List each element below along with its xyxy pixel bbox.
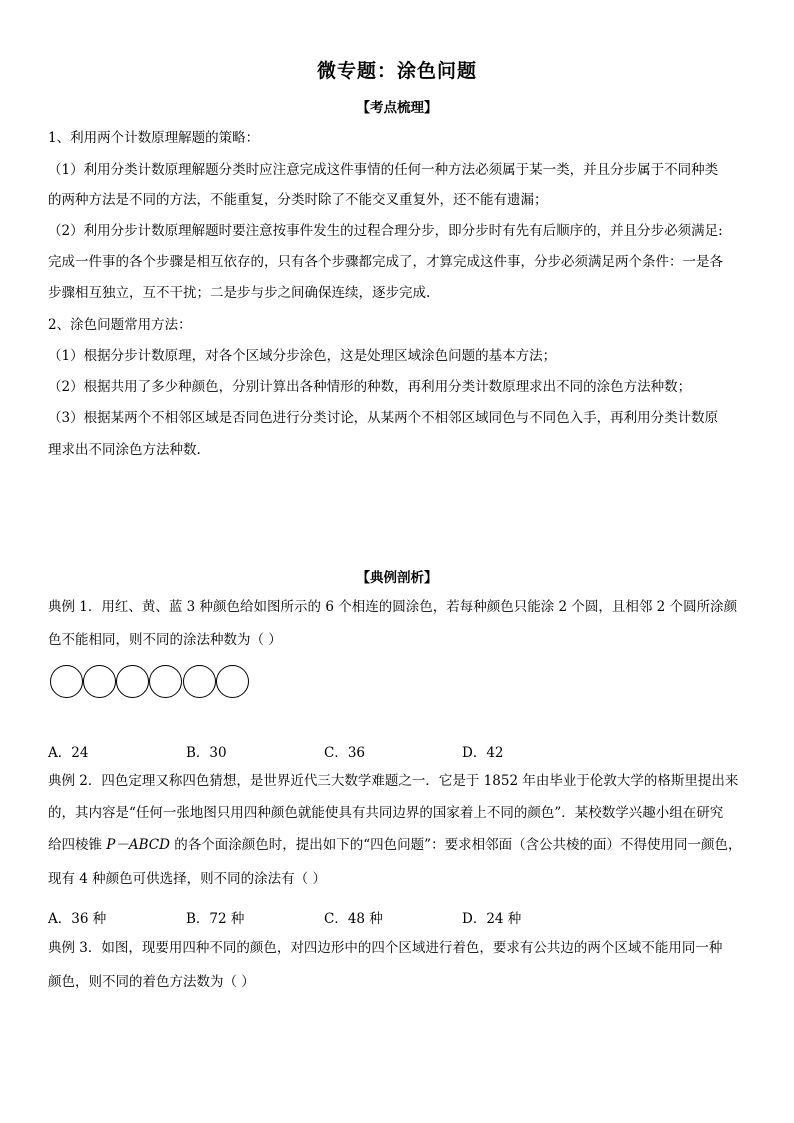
circle-shape <box>149 665 182 698</box>
paragraph-line: 1、利用两个计数原理解题的策略： <box>48 130 260 146</box>
circle-shape <box>50 665 83 698</box>
circle-shape <box>216 665 249 698</box>
example3-line: 颜色，则不同的着色方法数为（ ） <box>48 974 255 990</box>
paragraph-line: 完成一件事的各个步骤是相互依存的，只有各个步骤都完成了，才算完成这件事，分步必须满足两个条件：一是各 <box>48 254 723 270</box>
circle-shape <box>116 665 149 698</box>
circle-shape <box>183 665 216 698</box>
example1-line: 色不能相同，则不同的涂法种数为（ ） <box>48 632 282 648</box>
choice-b: B．72 种 <box>186 911 245 927</box>
paragraph-line: （2）利用分步计数原理解题时要注意按事件发生的过程合理分步，即分步时有先有后顺序的，并且分步必须满足: <box>48 223 723 239</box>
paragraph-line: （3）根据某两个不相邻区域是否同色进行分类讨论，从某两个不相邻区域同色与不同色入手，再利用分类计数原 <box>48 410 719 426</box>
example1-line: 典例 1．用红、黄、蓝 3 种颜色给如图所示的 6 个相连的圆涂色，若每种颜色只能涂 2 个圆，且相邻 2 个圆所涂颜 <box>48 599 738 615</box>
paragraph-line: 理求出不同涂色方法种数. <box>48 442 201 458</box>
paragraph-line: 的两种方法是不同的方法，不能重复，分类时除了不能交叉重复外，还不能有遗漏； <box>48 192 548 208</box>
circle-shape <box>83 665 116 698</box>
choice-d: D．42 <box>462 745 504 761</box>
choice-b: B．30 <box>186 745 227 761</box>
paragraph-line: 2、涂色问题常用方法： <box>48 317 192 333</box>
six-circles-figure <box>50 665 252 701</box>
example1-choices <box>48 741 748 761</box>
choice-c: C．36 <box>324 745 366 761</box>
page-title: 微专题：涂色问题 <box>316 60 477 82</box>
section-heading-examples: 【典例剖析】 <box>356 570 438 586</box>
example2-choices <box>48 907 748 927</box>
text-span: 给四棱锥 <box>48 837 107 853</box>
example3-line: 典例 3．如图，现要用四种不同的颜色，对四边形中的四个区域进行着色，要求有公共边的两个区域不能用同一种 <box>48 940 723 956</box>
choice-a: A．36 种 <box>48 911 107 927</box>
paragraph-line: （2）根据共用了多少种颜色，分别计算出各种情形的种数，再利用分类计数原理求出不同的涂色方法种数； <box>48 379 692 395</box>
example2-line: 典例 2．四色定理又称四色猜想，是世界近代三大数学难题之一．它是于 1852 年由毕业于伦敦大学的格斯里提出来 <box>48 773 739 789</box>
paragraph-line: （1）利用分类计数原理解题分类时应注意完成这件事情的任何一种方法必须属于某一类，并且分步属于不同种类 <box>48 162 719 178</box>
section-heading-key-points: 【考点梳理】 <box>356 100 438 116</box>
example2-line <box>48 835 748 855</box>
paragraph-line: （1）根据分步计数原理，对各个区域分步涂色，这是处理区域涂色问题的基本方法； <box>48 348 557 364</box>
choice-c: C．48 种 <box>324 911 383 927</box>
text-span: 的各个面涂颜色时，提出如下的“四色问题”：要求相邻面（含公共棱的面）不得使用同一颜色， <box>169 837 742 853</box>
math-expression: P－ABCD <box>106 837 170 853</box>
paragraph-line: 步骤相互独立，互不干扰；二是步与步之间确保连续，逐步完成. <box>48 285 431 301</box>
example2-line: 现有 4 种颜色可供选择，则不同的涂法有（ ） <box>48 871 326 887</box>
choice-a: A．24 <box>48 745 89 761</box>
choice-d: D．24 种 <box>462 911 522 927</box>
example2-line: 的，其内容是“任何一张地图只用四种颜色就能使具有共同边界的国家着上不同的颜色”．某校数学兴趣小组在研究 <box>48 805 724 821</box>
